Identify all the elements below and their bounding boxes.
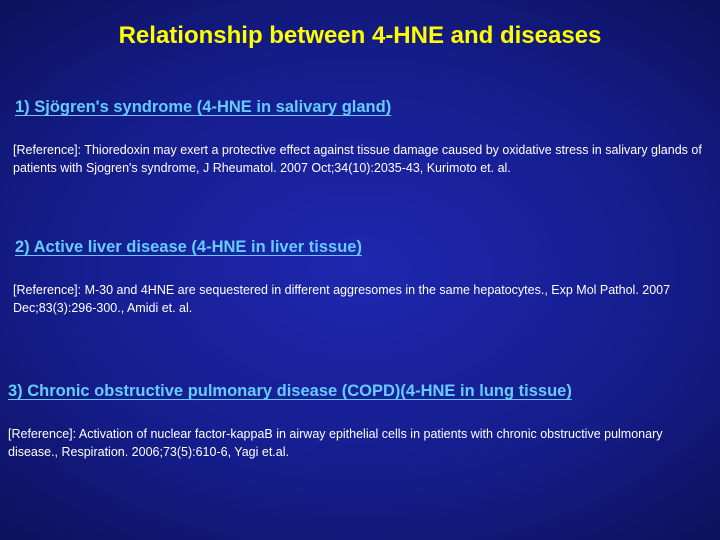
section-heading-copd: 3) Chronic obstructive pulmonary disease (COPD)(4-HNE in lung tissue) — [8, 382, 572, 400]
section-reference-active-liver-disease: [Reference]: M-30 and 4HNE are sequestered in different aggresomes in the same hepatocytes., Exp Mol Pathol. 2007 Dec;83(3):296-300., Amidi et. al. — [13, 283, 671, 315]
section-reference-sjogrens-syndrome: [Reference]: Thioredoxin may exert a protective effect against tissue damage caused by oxidative stress in salivary glands of patients with Sjogren's syndrome, J Rheumatol. 2007 Oct;34(10):2035-43, Kurimoto et. al. — [13, 143, 702, 175]
section-heading-active-liver-disease: 2) Active liver disease (4-HNE in liver tissue) — [15, 238, 362, 256]
section-reference-copd: [Reference]: Activation of nuclear factor-kappaB in airway epithelial cells in patients with chronic obstructive pulmonary disease., Respiration. 2006;73(5):610-6, Yagi et.al. — [8, 427, 663, 459]
section-heading-sjogrens-syndrome: 1) Sjögren's syndrome (4-HNE in salivary gland) — [15, 98, 392, 116]
slide-title: Relationship between 4-HNE and diseases — [118, 22, 602, 49]
